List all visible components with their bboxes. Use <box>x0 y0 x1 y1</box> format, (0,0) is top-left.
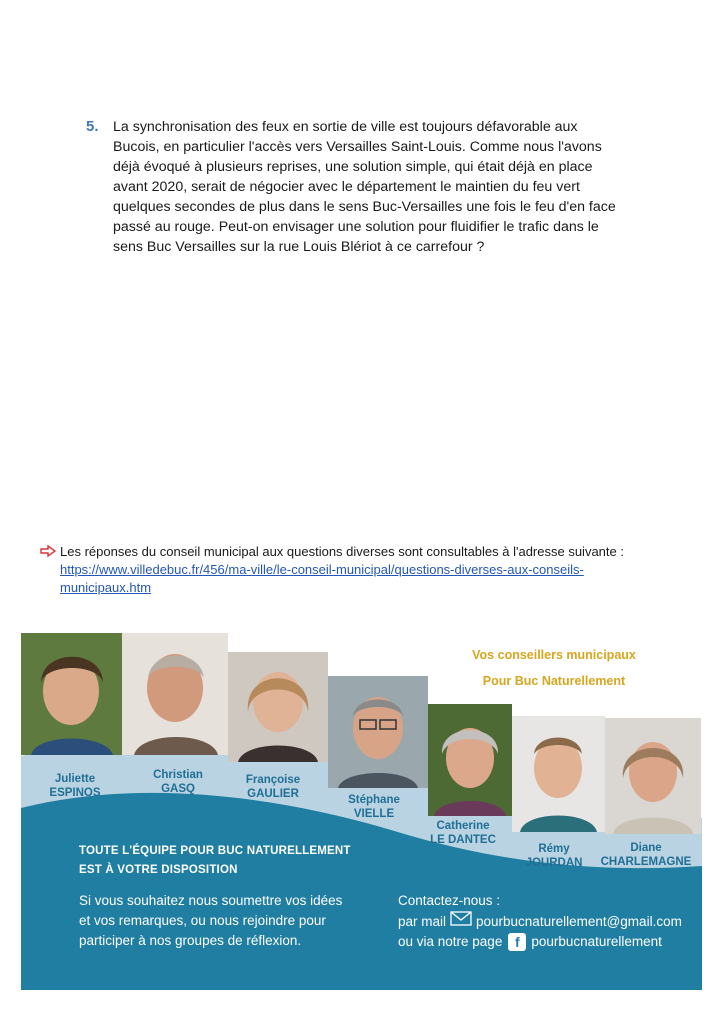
banner-headline-2: Pour Buc Naturellement <box>482 674 626 688</box>
envelope-icon <box>450 911 472 932</box>
question-line: déjà évoqué à plusieurs reprises, une solution simple, qui était déjà en place <box>113 159 593 175</box>
arrow-right-outline-icon <box>40 543 60 597</box>
councillors-banner <box>21 628 702 990</box>
avatar <box>21 633 122 755</box>
facebook-icon[interactable]: f <box>508 933 526 951</box>
responses-text: Les réponses du conseil municipal aux questions diverses sont consultables à l'adresse suivante : <box>60 544 624 559</box>
invite-text: Si vous souhaitez nous soumettre vos idées et vos remarques, ou nous rejoindre pour participer à nos groupes de réflexion. <box>79 893 343 948</box>
avatar <box>228 652 328 762</box>
team-statement: TOUTE L'ÉQUIPE POUR BUC NATURELLEMENT EST À VOTRE DISPOSITION <box>79 845 351 876</box>
question-line: sens Buc Versailles sur la rue Louis Blériot à ce carrefour ? <box>113 239 485 255</box>
question-number: 5. <box>86 118 99 135</box>
contact-page-row: ou via notre page f pourbucnaturellement <box>398 934 662 950</box>
member-name: Diane CHARLEMAGNE <box>600 842 692 868</box>
question-line: quelques secondes de plus dans le sens Buc-Versailles une fois le feu d'en face <box>113 199 616 215</box>
avatar <box>328 676 428 788</box>
avatar <box>122 633 228 755</box>
member-name: Stéphane VIELLE <box>348 794 400 820</box>
avatar <box>428 704 512 816</box>
responses-body <box>60 543 624 597</box>
banner-headline-1: Vos conseillers municipaux <box>472 648 636 662</box>
member-name: Françoise GAULIER <box>245 774 301 800</box>
responses-note <box>40 543 690 597</box>
contact-page[interactable]: pourbucnaturellement <box>531 934 662 949</box>
question-line: passé au rouge. Peut-on envisager une solution pour fluidifier le trafic dans le <box>113 219 599 235</box>
contact-block <box>398 891 682 952</box>
question-line: avant 2020, serait de négocier avec le département le maintien du feu vert <box>113 179 580 195</box>
responses-link[interactable]: https://www.villedebuc.fr/456/ma-ville/le-conseil-municipal/questions-diverses-aux-conseils- <box>60 562 584 577</box>
contact-title: Contactez-nous : <box>398 893 501 908</box>
question-5 <box>86 117 686 257</box>
question-line: Bucois, en particulier l'accès vers Versailles Saint-Louis. Comme nous l'avons <box>113 139 602 155</box>
question-text <box>113 117 616 257</box>
avatar <box>512 716 605 832</box>
question-line: La synchronisation des feux en sortie de ville est toujours défavorable aux <box>113 119 578 135</box>
contact-email[interactable]: pourbucnaturellement@gmail.com <box>476 913 682 929</box>
responses-link-cont[interactable]: municipaux.htm <box>60 580 152 595</box>
member-name: Juliette ESPINOS <box>49 773 101 799</box>
member-name: Rémy JOURDAN <box>525 843 583 869</box>
avatar <box>605 718 701 834</box>
member-name: Christian GASQ <box>153 769 203 795</box>
contact-mail-row: par mail pourbucnaturellement@gmail.com <box>398 911 682 932</box>
member-name: Catherine LE DANTEC <box>430 820 496 846</box>
